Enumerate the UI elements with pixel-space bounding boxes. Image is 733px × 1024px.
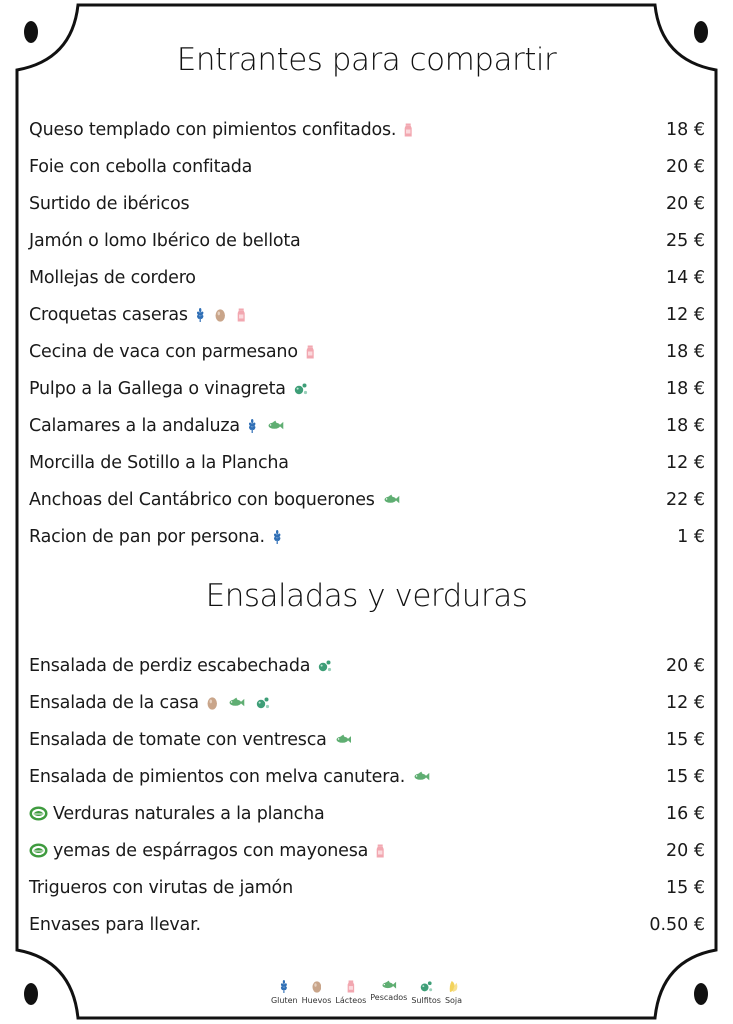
menu-item-left: [29, 379, 308, 399]
menu-item-price: 25 €: [666, 230, 705, 251]
menu-item-envases-para-llevar: [29, 906, 705, 943]
menu-item-name: Foie con cebolla confitada: [29, 156, 253, 177]
menu-item-cecina-de-vaca-con-parmesano: [29, 333, 705, 370]
menu-item-price: 15 €: [666, 729, 705, 750]
menu-item-morcilla-de-sotillo-a-la-plancha: [29, 444, 705, 481]
menu-item-price: 15 €: [666, 766, 705, 787]
allergen-icons: [196, 308, 245, 322]
menu-item-price: 12 €: [666, 452, 705, 473]
huevos-icon: [215, 308, 226, 322]
menu-item-croquetas-caseras: [29, 296, 705, 333]
lacteos-icon: [347, 980, 355, 993]
gluten-icon: [248, 419, 256, 433]
menu-item-queso-templado-con-pimientos-confitados: [29, 111, 705, 148]
menu-item-left: [29, 490, 400, 510]
lacteos-icon: [404, 123, 412, 137]
menu-item-surtido-de-ibericos: [29, 185, 705, 222]
pescados-icon: [383, 494, 400, 505]
menu-item-name: Envases para llevar.: [29, 914, 201, 935]
menu-item-left: [29, 305, 245, 325]
pescados-icon: [228, 697, 245, 708]
menu-item-foie-con-cebolla-confitada: [29, 148, 705, 185]
sulfitos-icon: [318, 659, 332, 673]
menu-item-price: 20 €: [666, 840, 705, 861]
menu-item-ensalada-de-perdiz-escabechada: [29, 647, 705, 684]
menu-item-name: Queso templado con pimientos confitados.: [29, 119, 397, 140]
sulfitos-icon: [256, 696, 270, 710]
allergen-icons: [207, 696, 270, 710]
menu-item-left: [29, 730, 351, 750]
menu-item-name: Mollejas de cordero: [29, 267, 196, 288]
menu-item-left: [29, 416, 284, 436]
menu-item-left: [29, 157, 252, 177]
allergen-icons: [335, 734, 352, 745]
menu-item-name: Anchoas del Cantábrico con boquerones: [29, 489, 375, 510]
legend-item-sulfitos: [411, 980, 441, 1005]
menu-item-name: yemas de espárragos con mayonesa: [53, 840, 369, 861]
menu-item-pulpo-a-la-gallega-o-vinagreta: [29, 370, 705, 407]
allergen-icons: [383, 494, 400, 505]
menu-item-trigueros-con-virutas-de-jamon: [29, 869, 705, 906]
vegetarian-icon: [29, 843, 48, 858]
menu-item-left: [29, 767, 430, 787]
lacteos-icon: [306, 345, 314, 359]
gluten-icon: [280, 980, 288, 993]
vegetarian-icon: [29, 806, 48, 821]
menu-item-price: 20 €: [666, 655, 705, 676]
section-title-entrantes: Entrantes para compartir: [176, 42, 557, 78]
lacteos-icon: [237, 308, 245, 322]
sulfitos-icon: [294, 382, 308, 396]
menu-item-left: [29, 878, 293, 898]
menu-item-name: Jamón o lomo Ibérico de bellota: [29, 230, 301, 251]
allergen-legend: [0, 980, 733, 1005]
legend-item-soja: [445, 980, 462, 1005]
menu-item-left: [29, 120, 413, 140]
menu-item-left: [29, 231, 301, 251]
menu-item-name: Ensalada de perdiz escabechada: [29, 655, 311, 676]
allergen-icons: [294, 382, 308, 396]
menu-item-left: [29, 915, 201, 935]
menu-item-name: Verduras naturales a la plancha: [53, 803, 325, 824]
menu-item-price: 18 €: [666, 119, 705, 140]
menu-item-price: 22 €: [666, 489, 705, 510]
menu-item-price: 12 €: [666, 692, 705, 713]
section-title-ensaladas: Ensaladas y verduras: [205, 578, 528, 614]
allergen-icons: [273, 530, 281, 544]
menu-item-left: [29, 453, 289, 473]
menu-item-name: Ensalada de pimientos con melva canutera.: [29, 766, 406, 787]
menu-item-name: Pulpo a la Gallega o vinagreta: [29, 378, 286, 399]
allergen-icons: [404, 123, 412, 137]
menu-item-name: Ensalada de tomate con ventresca: [29, 729, 327, 750]
allergen-icons: [376, 844, 384, 858]
menu-item-left: [29, 527, 281, 547]
menu-item-name: Morcilla de Sotillo a la Plancha: [29, 452, 289, 473]
legend-label: Lácteos: [335, 996, 367, 1005]
legend-label: Sulfitos: [411, 996, 441, 1005]
menu-item-racion-de-pan-por-persona: [29, 518, 705, 555]
menu-item-price: 18 €: [666, 378, 705, 399]
corner-dot-top-left: [24, 21, 38, 43]
allergen-icons: [413, 771, 430, 782]
allergen-icons: [248, 419, 284, 433]
menu-item-ensalada-de-pimientos-con-melva-canutera: [29, 758, 705, 795]
menu-item-jamon-o-lomo-iberico-de-bellota: [29, 222, 705, 259]
menu-item-price: 18 €: [666, 341, 705, 362]
menu-item-left: [29, 656, 332, 676]
menu-item-left: [29, 194, 189, 214]
menu-item-left: [29, 342, 314, 362]
menu-item-verduras-naturales-a-la-plancha: [29, 795, 705, 832]
menu-item-left: [29, 693, 270, 713]
menu-item-price: 14 €: [666, 267, 705, 288]
menu-item-anchoas-del-cantabrico-con-boquerones: [29, 481, 705, 518]
legend-label: Pescados: [370, 993, 408, 1003]
pescados-icon: [335, 734, 352, 745]
menu-item-price: 18 €: [666, 415, 705, 436]
pescados-icon: [381, 980, 397, 990]
legend-item-gluten: [271, 980, 298, 1005]
menu-item-yemas-de-esparragos-con-mayonesa: [29, 832, 705, 869]
gluten-icon: [273, 530, 281, 544]
legend-item-huevos: [302, 980, 332, 1005]
menu-item-name: Croquetas caseras: [29, 304, 188, 325]
pescados-icon: [267, 420, 284, 431]
gluten-icon: [196, 308, 204, 322]
menu-item-left: [29, 268, 196, 288]
legend-label: Huevos: [301, 996, 332, 1005]
menu-item-price: 20 €: [666, 193, 705, 214]
menu-item-name: Trigueros con virutas de jamón: [29, 877, 293, 898]
menu-item-name: Cecina de vaca con parmesano: [29, 341, 298, 362]
menu-item-left: [29, 841, 385, 861]
lacteos-icon: [376, 844, 384, 858]
legend-label: Gluten: [270, 996, 298, 1005]
menu-item-price: 1 €: [677, 526, 705, 547]
huevos-icon: [312, 980, 322, 993]
huevos-icon: [207, 696, 218, 710]
corner-dot-top-right: [694, 21, 708, 43]
menu-item-price: 12 €: [666, 304, 705, 325]
menu-item-ensalada-de-la-casa: [29, 684, 705, 721]
legend-item-pescados: [370, 980, 407, 1005]
menu-item-name: Surtido de ibéricos: [29, 193, 190, 214]
menu-item-price: 0.50 €: [649, 914, 705, 935]
menu-item-price: 20 €: [666, 156, 705, 177]
legend-label: Soja: [444, 996, 463, 1005]
menu-item-left: [29, 804, 325, 824]
menu-item-price: 16 €: [666, 803, 705, 824]
pescados-icon: [413, 771, 430, 782]
menu-item-calamares-a-la-andaluza: [29, 407, 705, 444]
soja-icon: [448, 980, 458, 993]
menu-item-ensalada-de-tomate-con-ventresca: [29, 721, 705, 758]
allergen-icons: [318, 659, 332, 673]
menu-item-name: Ensalada de la casa: [29, 692, 199, 713]
menu-item-mollejas-de-cordero: [29, 259, 705, 296]
allergen-icons: [306, 345, 314, 359]
legend-item-lacteos: [335, 980, 366, 1005]
menu-item-name: Calamares a la andaluza: [29, 415, 240, 436]
menu-list-ensaladas: [29, 647, 705, 943]
menu-item-name: Racion de pan por persona.: [29, 526, 265, 547]
menu-item-price: 15 €: [666, 877, 705, 898]
sulfitos-icon: [420, 980, 433, 993]
menu-list-entrantes: [29, 111, 705, 555]
